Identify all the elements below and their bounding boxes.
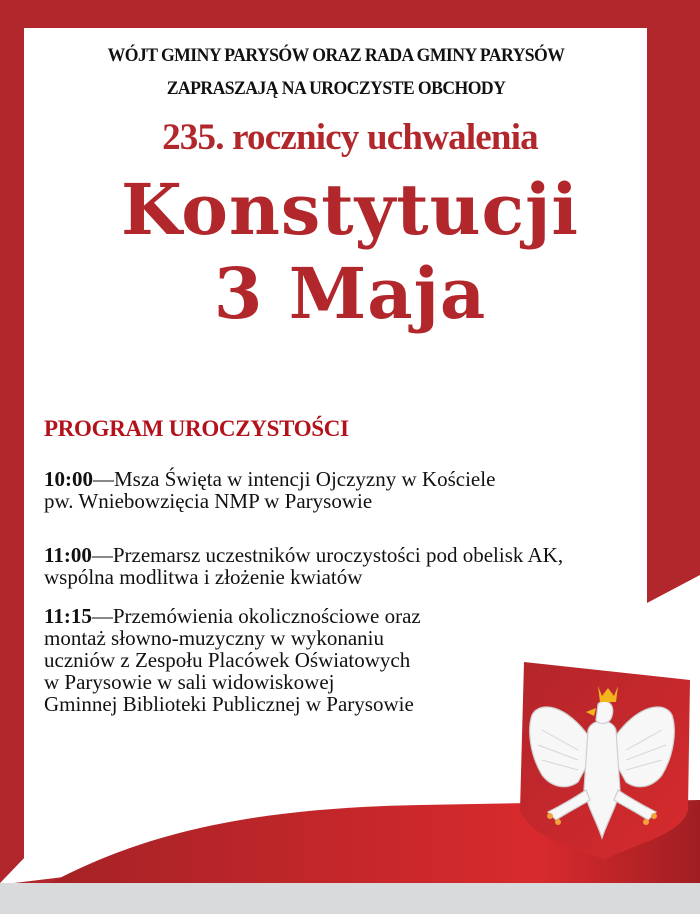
program-heading: PROGRAM UROCZYSTOŚCI (44, 416, 349, 441)
program-item-line (44, 468, 495, 490)
program-time: 10:00 (44, 467, 93, 491)
title-3-maja: 3 Maja (213, 252, 487, 335)
program-description: —Msza Święta w intencji Ojczyzny w Kościele (93, 467, 496, 491)
program-item-line: pw. Wniebowzięcia NMP w Parysowie (44, 489, 373, 513)
program-item-line: Gminnej Biblioteki Publicznej w Parysowie (44, 692, 414, 716)
program-item (44, 468, 495, 512)
program-item-line (44, 544, 563, 566)
invitation-line: ZAPRASZAJĄ NA UROCZYSTE OBCHODY (166, 78, 506, 99)
title-konstytucji: Konstytucji (120, 168, 580, 251)
program-time: 11:00 (44, 543, 92, 567)
program-item-line (44, 605, 421, 627)
program-item (44, 544, 563, 588)
program-time: 11:15 (44, 604, 92, 628)
program-item-line: uczniów z Zespołu Placówek Oświatowych (44, 648, 411, 672)
program-description: —Przemarsz uczestników uroczystości pod obelisk AK, (91, 543, 564, 567)
program-item-line: wspólna modlitwa i złożenie kwiatów (44, 565, 363, 589)
program-description: —Przemówienia okolicznościowe oraz (91, 604, 421, 628)
anniversary-subtitle: 235. rocznicy uchwalenia (162, 117, 538, 158)
organizers-line: WÓJT GMINY PARYSÓW ORAZ RADA GMINY PARYSÓW (107, 45, 565, 66)
program-item-line: montaż słowno-muzyczny w wykonaniu (44, 626, 385, 650)
program-item-line: w Parysowie w sali widowiskowej (44, 670, 335, 694)
eagle-emblem-icon (512, 660, 692, 865)
program-item (44, 605, 421, 715)
